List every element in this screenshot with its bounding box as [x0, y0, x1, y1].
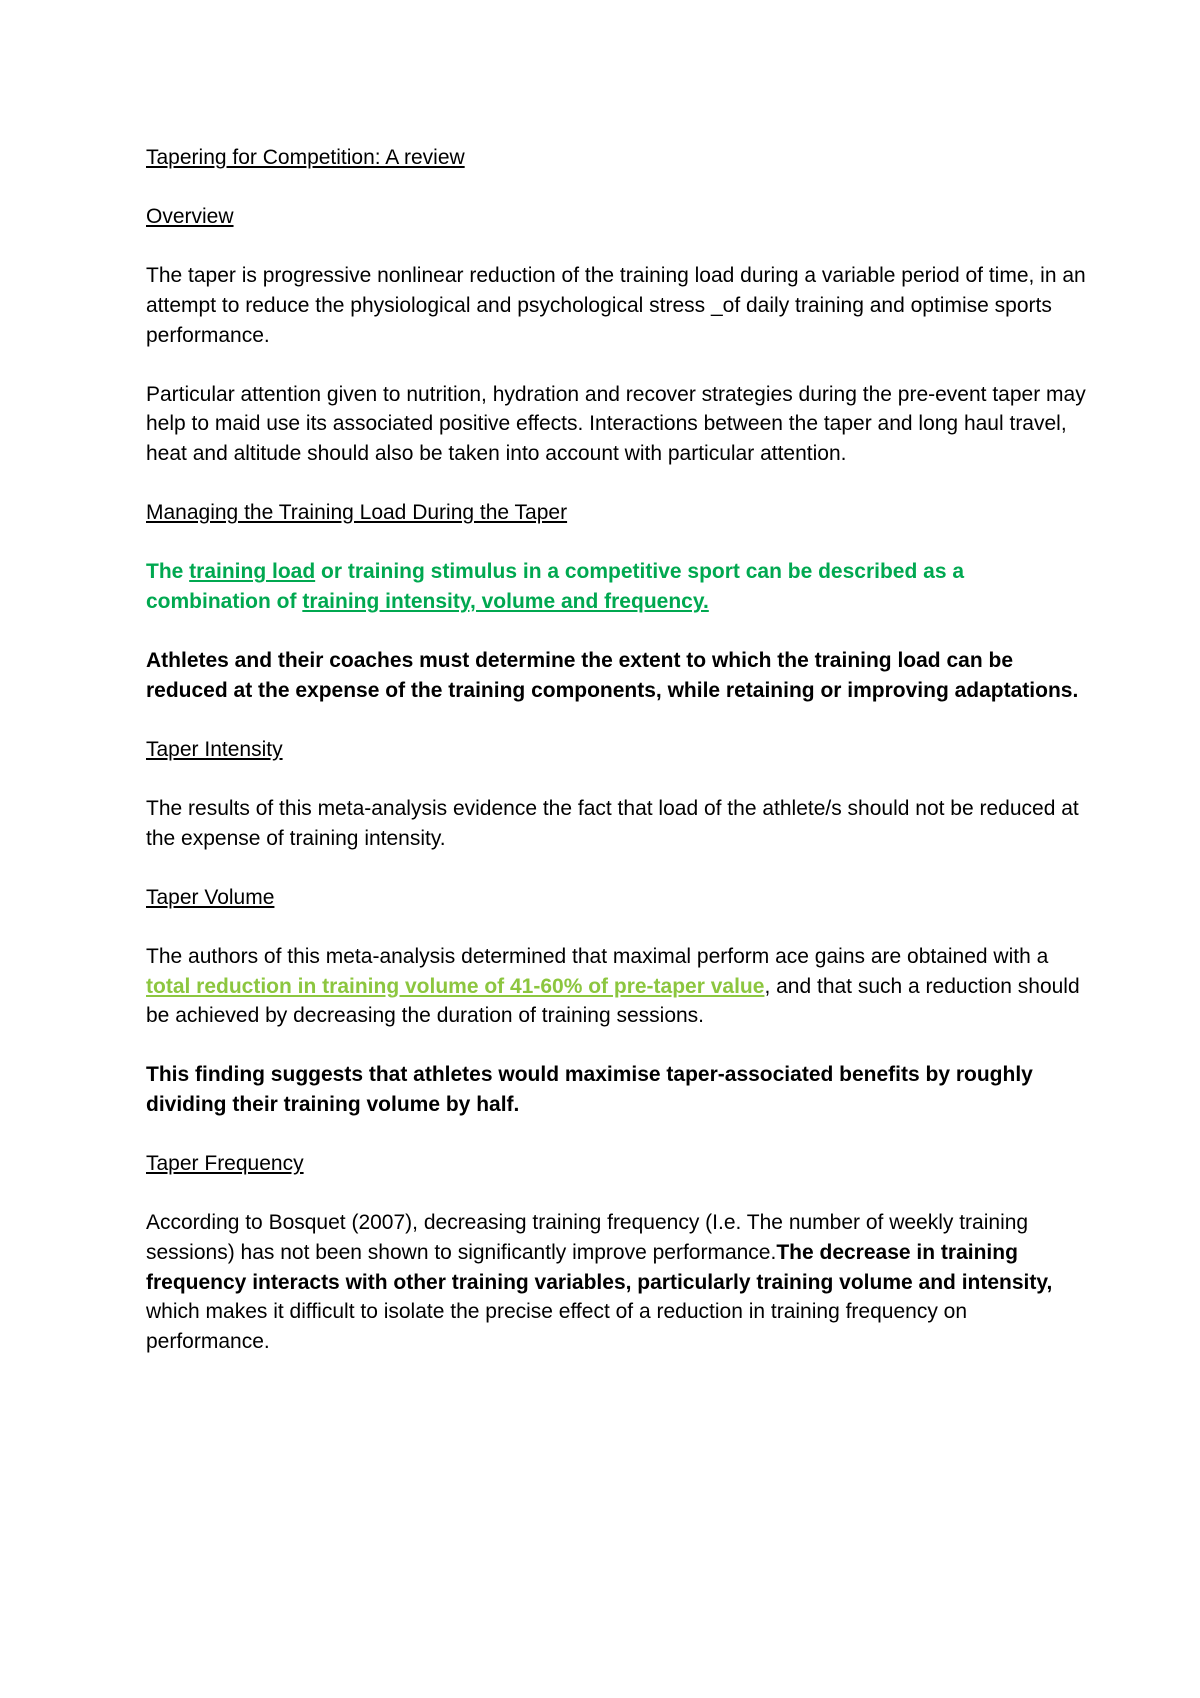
- intensity-heading-text: Taper Intensity: [146, 737, 283, 761]
- intensity-heading: [146, 735, 1086, 765]
- frequency-paragraph: [146, 1208, 1086, 1356]
- training-load-definition: [146, 557, 1086, 616]
- document-title-text: Tapering for Competition: A review: [146, 146, 465, 169]
- overview-paragraph-2: Particular attention given to nutrition, hydration and recover strategies during the pre-event taper may help to maid use its associated positive effects. Interactions between the taper and long haul travel, heat and altitude should also be taken into account with particular attention.: [146, 382, 1086, 465]
- definition-text-1: The: [146, 560, 190, 584]
- volume-text-start: The authors of this meta-analysis determined that maximal perform ace gains are obtained with a: [146, 945, 1049, 969]
- managing-heading: [146, 498, 1086, 528]
- managing-heading-text: Managing the Training Load During the Taper: [146, 501, 568, 525]
- overview-paragraph-1: The taper is progressive nonlinear reduction of the training load during a variable period of time, in an attempt to reduce the physiological and psychological stress _of daily training and optimise sports performance.: [146, 264, 1086, 347]
- frequency-text-start: According to Bosquet (2007), decreasing training frequency (I.e. The number of weekly training sessions) has not been shown to significantly improve performance.: [146, 1211, 1029, 1264]
- managing-bold-paragraph: Athletes and their coaches must determine the extent to which the training load can be reduced at the expense of the training components, while retaining or improving adaptations.: [146, 649, 1079, 702]
- volume-paragraph: [146, 942, 1086, 1031]
- document-body: [146, 143, 1086, 1386]
- overview-heading-text: Overview: [146, 205, 234, 229]
- frequency-heading: [146, 1149, 1086, 1179]
- frequency-text-end: which makes it difficult to isolate the precise effect of a reduction in training frequency on performance.: [146, 1300, 968, 1353]
- intensity-paragraph: The results of this meta-analysis evidence the fact that load of the athlete/s should not be reduced at the expense of training intensity.: [146, 797, 1079, 850]
- volume-heading: [146, 883, 1086, 913]
- frequency-text-bold: The decrease in training frequency interacts with other training variables, particularly training volume and intensity,: [146, 1240, 1053, 1294]
- training-load-link: training load: [189, 560, 316, 584]
- frequency-heading-text: Taper Frequency: [146, 1152, 304, 1176]
- volume-heading-text: Taper Volume: [146, 885, 275, 909]
- definition-text-2: or training stimulus in a competitive sport can be described as a combination of: [146, 560, 965, 613]
- volume-bold-paragraph: This finding suggests that athletes would maximise taper-associated benefits by roughly dividing their training volume by half.: [146, 1063, 1033, 1116]
- training-components-link: training intensity, volume and frequency.: [302, 589, 709, 613]
- document-title: [146, 143, 1086, 173]
- volume-text-end: , and that such a reduction should be achieved by decreasing the duration of training sessions.: [146, 974, 1080, 1028]
- volume-reduction-highlight: total reduction in training volume of 41-60% of pre-taper value: [146, 974, 765, 998]
- overview-heading: [146, 202, 1086, 232]
